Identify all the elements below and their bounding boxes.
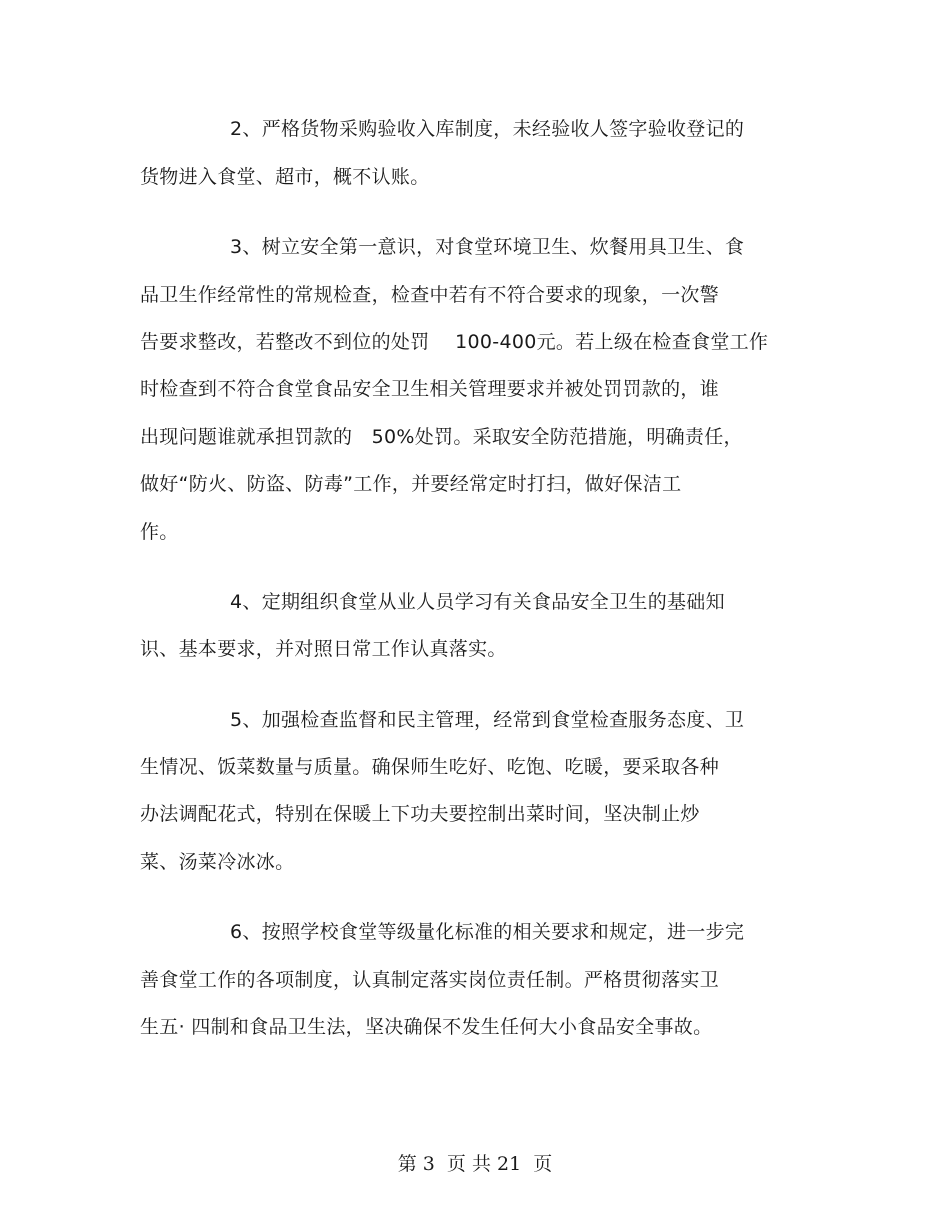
paragraph-4-line-2: 识、基本要求，并对照日常工作认真落实。 bbox=[140, 638, 507, 660]
paragraph-3-line-7: 作。 bbox=[140, 521, 179, 543]
paragraph-4-line-1: 4、定期组织食堂从业人员学习有关食品安全卫生的基础知 bbox=[230, 591, 725, 613]
paragraph-2-line-2: 货物进入食堂、超市，概不认账。 bbox=[140, 166, 430, 188]
paragraph-2-line-1: 2、严格货物采购验收入库制度，未经验收人签字验收登记的 bbox=[230, 118, 745, 140]
paragraph-5-line-3: 办法调配花式，特别在保暖上下功夫要控制出菜时间，坚决制止炒 bbox=[140, 803, 700, 825]
paragraph-6-line-2: 善食堂工作的各项制度，认真制定落实岗位责任制。严格贯彻落实卫 bbox=[140, 969, 720, 991]
paragraph-3-line-1: 3、树立安全第一意识，对食堂环境卫生、炊餐用具卫生、食 bbox=[230, 236, 745, 258]
paragraph-5-line-1: 5、加强检查监督和民主管理，经常到食堂检查服务态度、卫 bbox=[230, 709, 745, 731]
page-number-footer: 第 3 页 共 21 页 bbox=[397, 1153, 553, 1175]
paragraph-5-line-4: 菜、汤菜冷冰冰。 bbox=[140, 851, 295, 873]
paragraph-3-line-5: 出现问题谁就承担罚款的 50%处罚。采取安全防范措施，明确责任， bbox=[140, 426, 743, 448]
paragraph-6-line-3: 生五· 四制和食品卫生法，坚决确保不发生任何大小食品安全事故。 bbox=[140, 1016, 713, 1038]
paragraph-3-line-6: 做好“防火、防盗、防毒”工作，并要经常定时打扫，做好保洁工 bbox=[140, 473, 682, 495]
paragraph-3-line-3: 告要求整改，若整改不到位的处罚 100-400元。若上级在检查食堂工作 bbox=[140, 331, 769, 353]
paragraph-5-line-2: 生情况、饭菜数量与质量。确保师生吃好、吃饱、吃暖，要采取各种 bbox=[140, 756, 720, 778]
paragraph-3-line-4: 时检查到不符合食堂食品安全卫生相关管理要求并被处罚罚款的，谁 bbox=[140, 378, 720, 400]
paragraph-6-line-1: 6、按照学校食堂等级量化标准的相关要求和规定，进一步完 bbox=[230, 921, 745, 943]
paragraph-3-line-2: 品卫生作经常性的常规检查，检查中若有不符合要求的现象，一次警 bbox=[140, 284, 720, 306]
